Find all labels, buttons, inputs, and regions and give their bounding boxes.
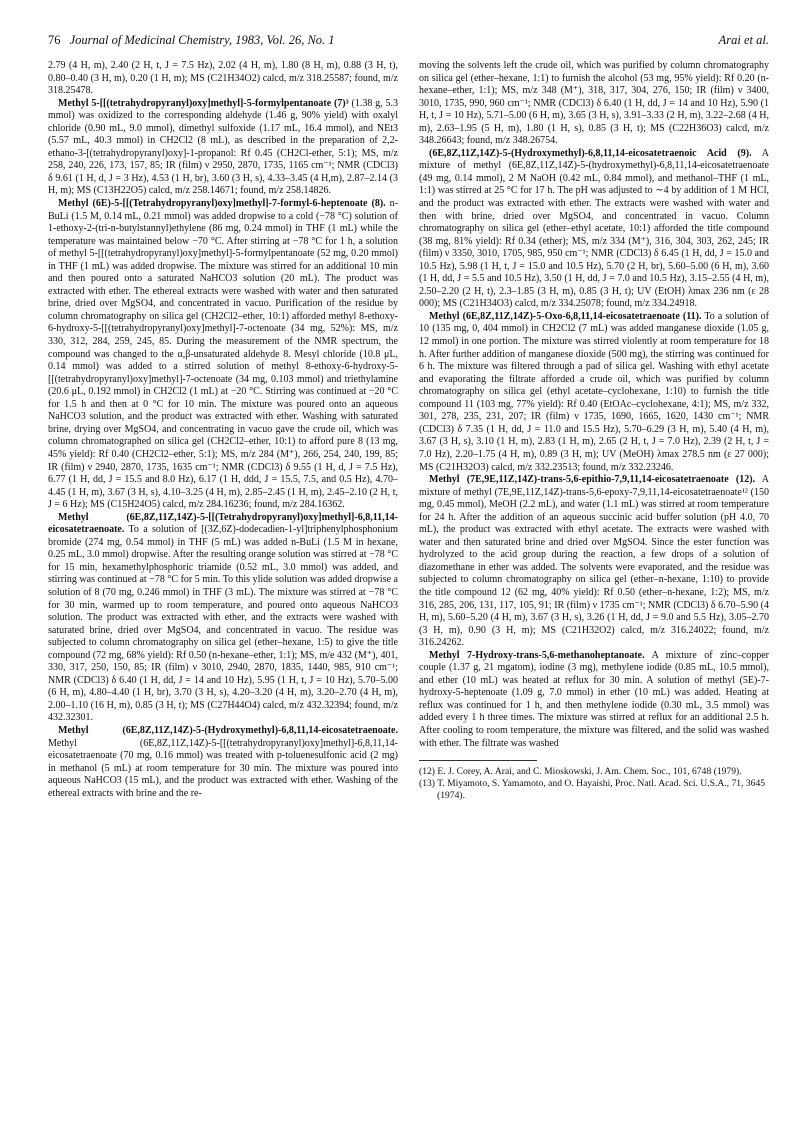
right-column [419, 60, 769, 802]
left-column [48, 60, 398, 800]
paragraph: Methyl 7-Hydroxy-trans-5,6-methanoheptanoate. A mixture of zinc–copper couple (1.37 g, 21 mgatom), iodine (3 mg), methylene iodide (0.85 mL, 10.5 mmol), and ether (10 mL) was heated at reflux for 30 min. A solution of methyl (5E)-7-hydroxy-5-heptenoate (1.09 g, 7.0 mmol) in ether (10 mL) was added. Heating at reflux was continued for 1 h, and then methylene iodide (0.30 mL, 3.5 mmol) was added every 1 h three times. The mixture was stirred at reflux for an additional 2.5 h. After cooling to room temperature, the mixture was filtered, and the solid was washed with ether. The filtrate was washed [419, 649, 769, 749]
paragraph: (6E,8Z,11Z,14Z)-5-(Hydroxymethyl)-6,8,11,14-eicosatetraenoic Acid (9). A mixture of methyl (6E,8Z,11Z,14Z)-5-(hydroxymethyl)-6,8,11,14-eicosatetraenoate (49 mg, 0.14 mmol), 2 M NaOH (0.42 mL, 0.84 mmol), and methanol–THF (1 mL, 1:1) was stirred at 25 °C for 17 h. The pH was adjusted to ∼4 by addition of 1 M HCl, and the product was extracted with ether. The extracts were washed with water and then with brine, dried over MgSO4, and concentrated in vacuo. Column chromatography on silica gel (ether–ethyl acetate, 10:1) afforded the title compound (38 mg, 81% yield): Rf 0.34 (ether); MS, m/z 334 (M⁺), 316, 304, 303, 262, 245; IR (film) ν 3350, 3010, 1705, 985, 950 cm⁻¹; NMR (CDCl3) δ 6.45 (1 H, dd, J = 15.0 and 10.5 Hz), 5.98 (1 H, t, J = 15.0 and 10.5 Hz), 5.70 (2 H, br), 5.60–5.00 (6 H, m), 3.60 (1 H, dd, J = 5.5 and 10.5 Hz), 3.50 (1 H, dd, J = 7.0 and 10.5 Hz), 3.15–2.55 (4 H, m), 2.50–2.20 (2 H, t), 2.3–1.85 (3 H, m), 0.85 (3 H, t); UV (EtOH) λmax 236 nm (ε 28 000); MS (C21H34O3) calcd, m/z 334.25078; found, m/z 334.24918. [419, 147, 769, 310]
journal-citation: Journal of Medicinal Chemistry, 1983, Vol. 26, No. 1 [69, 33, 335, 47]
paragraph: Methyl (6E,8Z,11Z,14Z)-5-[[(Tetrahydropyranyl)oxy]methyl]-6,8,11,14-eicosatetraenoate. To a solution of [(3Z,6Z)-dodecadien-1-yl]triphenylphosphonium bromide (274 mg, 0.54 mmol) in THF (5 mL) was added n-BuLi (1.5 M in hexane, 0.25 mL, 3.0 mmol) dropwise. After the resulting orange solution was stirred at −78 °C for 15 min, hexamethylphosphoric triamide (0.52 mL, 3.0 mmol) was added, and stirring was continued at −78 °C for 5 min. To this ylide solution was added dropwise a solution of 8 (70 mg, 0.246 mmol) in THF (3 mL). The mixture was stirred at −78 °C for 30 min, warmed up to room temperature, and poured onto aqueous NaHCO3 solution. The product was extracted with ether, and the extracts were washed with saturated brine, dried over MgSO4, and concentrated in vacuo. The residue was subjected to column chromatography on silica gel (ether–hexane, 1:5) to give the title compound (72 mg, 68% yield): Rf 0.50 (n-hexane–ether, 1:1); MS, m/e 432 (M⁺), 401, 330, 317, 250, 150, 85; IR (film) ν 3010, 2940, 2870, 1835, 1440, 985, 910 cm⁻¹; NMR (CDCl3) δ 6.40 (1 H, dd, J = 14 and 10 Hz), 5.95 (1 H, t, J = 10 Hz), 5.70–5.00 (6 H, m), 4.80–4.40 (1 H, br), 3.70 (3 H, s), 4.20–3.20 (4 H, m), 3.20–2.70 (4 H, m), 2.00–1.10 (16 H, m), 0.85 (3 H, t); MS (C27H44O4) calcd, m/z 432.32394; found, m/z 432.32301. [48, 511, 398, 724]
compound-heading: Methyl (7E,9E,11Z,14Z)-trans-5,6-epithio-7,9,11,14-eicosatetraenoate (12). [429, 474, 756, 486]
compound-heading: Methyl 7-Hydroxy-trans-5,6-methanoheptanoate. [429, 649, 645, 661]
page-number: 76 [48, 33, 61, 47]
reference-12: (12) E. J. Corey, A. Arai, and C. Mioskowski, J. Am. Chem. Soc., 101, 6748 (1979). [419, 766, 742, 778]
paragraph: moving the solvents left the crude oil, which was purified by column chromatography on silica gel (ether–hexane, 1:1) to furnish the alcohol (53 mg, 95% yield): Rf 0.20 (n-hexane–ether, 1:1); MS, m/z 348 (M⁺), 318, 317, 304, 276, 150; IR (film) ν 3400, 3010, 1735, 990, 960 cm⁻¹; NMR (CDCl3) δ 6.40 (1 H, dd, J = 14 and 10 Hz), 5.90 (1 H, t, J = 10 Hz), 5.71–5.00 (6 H, m), 3.65 (3 H, s), 3.91–3.33 (2 H, m), 3.22–2.68 (4 H, m), 2.63–1.95 (5 H, m), 1.80 (1 H, s), 0.85 (3 H, t); MS (C22H36O3) calcd, m/z 348.26643; found, m/z 348.26754. [419, 60, 769, 147]
compound-heading: Methyl 5-[[(tetrahydropyranyl)oxy]methyl]-5-formylpentanoate (7)³ [58, 97, 349, 109]
compound-heading: Methyl (6E,8Z,11Z,14Z)-5-Oxo-6,8,11,14-eicosatetraenoate (11). [429, 310, 702, 322]
compound-heading: (6E,8Z,11Z,14Z)-5-(Hydroxymethyl)-6,8,11,14-eicosatetraenoic Acid (9). [429, 147, 752, 159]
paragraph: Methyl (6E,8Z,11Z,14Z)-5-(Hydroxymethyl)-6,8,11,14-eicosatetraenoate. Methyl (6E,8Z,11Z,14Z)-5-[[(tetrahydropyranyl)oxy]methyl]-6,8,11,14-eicosatetraenoate (70 mg, 0.16 mmol) was treated with p-toluenesulfonic acid (2 mg) in methanol (5 mL) at room temperature for 30 min. The mixture was poured into aqueous NaHCO3 (15 mL), and the product was extracted with ether. Washing of the ethereal extracts with brine and the re- [48, 724, 398, 799]
paragraph: Methyl 5-[[(tetrahydropyranyl)oxy]methyl]-5-formylpentanoate (7)³ (1.38 g, 5.3 mmol) was oxidized to the corresponding aldehyde (1.46 g, 90% yield) with oxalyl chloride (0.90 mL, 9.0 mmol), dimethyl sulfoxide (1.17 mL, 16.4 mmol), and NEt3 (5.57 mL, 40.3 mmol) in CH2Cl2 (8 mL), as described in the preparation of 2,2-ethano-3-[(tetrahydropyranyl)oxy]-1-propanol: Rf 0.45 (CH2Cl-ether, 5:1); MS, m/z 258, 240, 226, 173, 157, 85; IR (film) ν 2950, 2870, 1735, 1165 cm⁻¹; NMR (CDCl3) δ 9.61 (1 H, d, J = 3 Hz), 4.53 (1 H, br), 3.60 (3 H, s), 4.33–3.45 (4 H,m), 2.87–2.14 (3 H, m); MS (C13H22O5) calcd, m/z 258.14671; found, m/z 258.14826. [48, 97, 398, 197]
references [419, 761, 769, 802]
paragraph: Methyl (7E,9E,11Z,14Z)-trans-5,6-epithio-7,9,11,14-eicosatetraenoate (12). A mixture of methyl (7E,9E,11Z,14Z)-trans-5,6-epoxy-7,9,11,14-eicosatetraenoate¹² (150 mg, 0.45 mmol), MeOH (2.2 mL), and water (1.1 mL) was stirred at room temperature for 24 h. After the addition of an aqueous succinic acid buffer solution (pH 4.0, 70 mL), the product was extracted with ethyl acetate. The extracts were washed with water and then saturated brine and dried over MgSO4. Since the ester function was hydrolyzed to the acid group during the reaction, a few drops of a solution of diazomethane in ether was added. The solvents were evaporated, and the residue was subjected to column chromatography on silica gel (ether–n-hexane, 1:10) to provide the title compound 12 (62 mg, 40% yield): Rf 0.50 (ether–n-hexane, 1:2); MS, m/z 316, 285, 206, 131, 117, 105, 91; IR (film) ν 1735 cm⁻¹; NMR (CDCl3) δ 6.70–5.90 (4 H, m), 5.60–5.20 (4 H, m), 3.67 (3 H, s), 3.26 (1 H, dd, J = 9.0 and 5.5 Hz), 3.05–2.70 (3 H, m), 0.90 (3 H, m); MS (C21H32O2) calcd, m/z 316.24022; found, m/z 316.24262. [419, 474, 769, 649]
compound-heading: Methyl (6E,8Z,11Z,14Z)-5-(Hydroxymethyl)-6,8,11,14-eicosatetraenoate. [58, 724, 398, 736]
paragraph: Methyl (6E)-5-[[(Tetrahydropyranyl)oxy]methyl]-7-formyl-6-heptenoate (8). n-BuLi (1.5 M, 0.14 mL, 0.21 mmol) was added dropwise to a cold (−78 °C) solution of 1-ethoxy-2-(tri-n-butylstannyl)ethylene (86 mg, 0.24 mmol) in THF (1 mL) while the temperature was maintained below −70 °C. After stirring at −78 °C for 1 h, a solution of methyl 5-[[(tetrahydropyranyl)oxy]methyl]-5-formylpentanoate (52 mg, 0.20 mmol) in THF (1 mL) was added dropwise. The mixture was stirred for an additional 10 min and then poured onto a saturated NaHCO3 solution (20 mL). The product was extracted with ether. The ethereal extracts were washed with water and then saturated brine, dried over MgSO4, and concentrated in vacuo. Purification of the residue by column chromatography on silica gel (CH2Cl2–ether, 10:1) afforded methyl 8-ethoxy-6-hydroxy-5-[[(tetrahydropyranyl)oxy]methyl]-7-octenoate (34 mg, 52%): MS, m/z 330, 312, 284, 259, 245, 85. During the measurement of the NMR spectrum, the compound was changed to the α,β-unsaturated aldehyde 8. Mesyl chloride (10.8 μL, 0.14 mmol) was added to a stirred solution of methyl 8-ethoxy-6-hydroxy-5-[[(tetrahydropyranyl)oxy]methyl]-7-octenoate (34 mg, 0.103 mmol) and triethylamine (20.6 μL, 0.192 mmol) in CH2Cl2 (1 mL) at −20 °C. Stirring was continued at −20 °C for 1.5 h and then at 0 °C for 10 min. The mixture was poured onto an aqueous NaHCO3 solution, and the product was extracted with ether. Washing with saturated brine, drying over MgSO4, and concentrating in vacuo gave the crude oil, which was column chromatographed on silica gel (CH2Cl2–ether, 10:1) to afford pure 8 (13 mg, 45% yield): Rf 0.40 (CH2Cl2–ether, 5:1); MS, m/z 284 (M⁺), 266, 254, 240, 199, 85; IR (film) ν 2940, 2870, 1735, 1635 cm⁻¹; NMR (CDCl3) δ 9.55 (1 H, d, J = 7.5 Hz), 6.77 (1 H, dd, J = 15.5 and 8.0 Hz), 6.17 (1 H, ddd, J = 15.5, 7.5, and 0.5 Hz), 4.70–4.45 (1 H, m), 3.67 (3 H, s), 4.10–3.25 (4 H, m), 2.85–2.45 (1 H, m), 2.45–2.10 (2 H, t, J = 6 Hz); MS (C15H24O5) calcd, m/z 284.16236; found, m/z 284.16362. [48, 198, 398, 511]
compound-heading: Methyl (6E,8Z,11Z,14Z)-5-[[(Tetrahydropyranyl)oxy]methyl]-6,8,11,14-eicosatetraenoate. [48, 511, 398, 536]
compound-heading: Methyl (6E)-5-[[(Tetrahydropyranyl)oxy]methyl]-7-formyl-6-heptenoate (8). [58, 198, 386, 210]
reference-13: (13) T. Miyamoto, S. Yamamoto, and O. Hayaishi, Proc. Natl. Acad. Sci. U.S.A., 71, 3645 (1974). [419, 778, 766, 802]
running-header-left [48, 33, 335, 48]
paragraph: Methyl (6E,8Z,11Z,14Z)-5-Oxo-6,8,11,14-eicosatetraenoate (11). To a solution of 10 (135 mg, 0, 404 mmol) in CH2Cl2 (7 mL) was added manganese dioxide (1.05 g, 12 mmol) in one portion. The mixture was stirred violently at room temperature for 18 h. After further addition of manganese dioxide (500 mg), the stirring was continued for 6 h. The mixture was filtered through a pad of silica gel. Washing with ethyl acetate and evaporating the filtrate afforded a crude oil, which was purified by column chromatography on silica gel (ethyl acetate–cyclohexane, 1:10) to furnish the title compound 11 (103 mg, 77% yield): Rf 0.40 (EtOAc–cyclohexane, 4:1); MS, m/z 332, 301, 278, 235, 231, 207; IR (film) ν 1735, 1690, 1665, 1620, 1430 cm⁻¹; NMR (CDCl3) δ 7.35 (1 H, dd, J = 11.0 and 15.5 Hz), 5.70–6.29 (3 H, m), 5.40 (4 H, m), 3.67 (3 H, s), 3.10 (1 H, m), 2.83 (1 H, m), 2.65 (2 H, t, J = 7.0 Hz), 2.39 (2 H, t, J = 7.0 Hz), 2.20–1.75 (4 H, m), 0.89 (3 H, m); UV (MeOH) λmax 278.5 nm (ε 27 000); MS (C21H32O3) calcd, m/z 332.23513; found, m/z 332.23246. [419, 310, 769, 473]
paragraph: 2.79 (4 H, m), 2.40 (2 H, t, J = 7.5 Hz), 2.02 (4 H, m), 1.80 (8 H, m), 0.88 (3 H, t), 0.80–0.40 (3 H, m), 0.20 (1 H, m); MS (C21H34O2) calcd, m/z 318.25587; found, m/z 318.25478. [48, 60, 398, 97]
running-header-authors: Arai et al. [718, 33, 769, 47]
